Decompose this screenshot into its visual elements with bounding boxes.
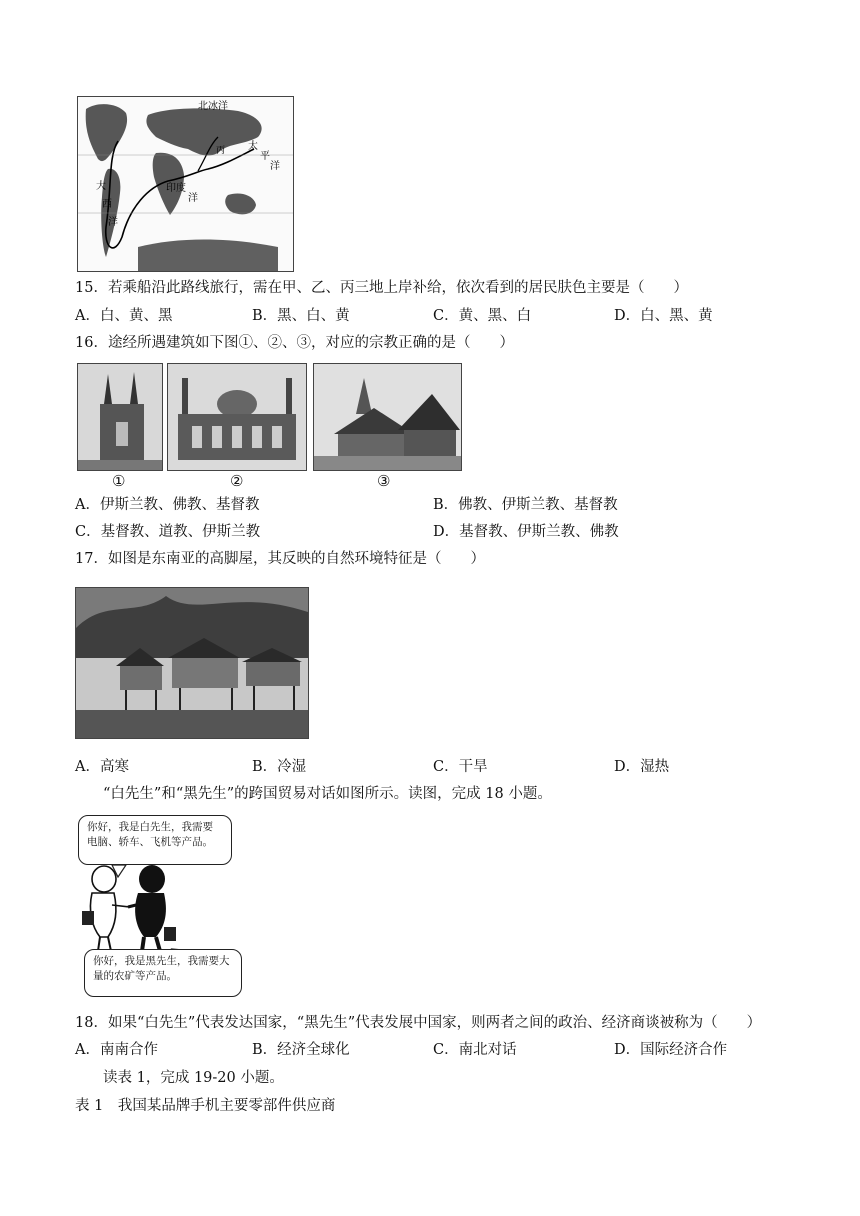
trade-comic	[78, 815, 250, 997]
map-label-arctic: 北冰洋	[198, 101, 228, 112]
q18-option-b[interactable]: B．经济全球化	[252, 1042, 350, 1058]
q18-option-c[interactable]: C．南北对话	[433, 1042, 517, 1058]
q18-option-a[interactable]: A．南南合作	[75, 1042, 158, 1058]
map-label-pacific-2: 平	[260, 151, 270, 162]
map-label-atlantic-3: 洋	[108, 217, 118, 228]
stilt-house-graphic	[76, 588, 308, 738]
q16-option-b[interactable]: B．佛教、伊斯兰教、基督教	[433, 497, 618, 513]
photo-label-3: ③	[377, 472, 391, 490]
map-label-pacific-3: 洋	[270, 161, 280, 172]
map-label-bing: 丙	[216, 146, 226, 156]
q15-option-c[interactable]: C．黄、黑、白	[433, 308, 532, 324]
q18-option-d[interactable]: D．国际经济合作	[614, 1042, 728, 1058]
q15-stem: 15．若乘船沿此路线旅行，需在甲、乙、丙三地上岸补给，依次看到的居民肤色主要是（ ）	[75, 280, 688, 296]
photo-mosque	[167, 363, 307, 471]
photo-temple	[313, 363, 462, 471]
q15-option-d[interactable]: D．白、黑、黄	[614, 308, 713, 324]
photo-church	[77, 363, 163, 471]
q17-option-d[interactable]: D．湿热	[614, 759, 670, 775]
temple-graphic	[314, 364, 461, 470]
q17-option-b[interactable]: B．冷湿	[252, 759, 307, 775]
mosque-graphic	[168, 364, 306, 470]
photo-label-2: ②	[230, 472, 244, 490]
world-map-figure	[77, 96, 294, 272]
black-speech-bubble	[84, 949, 242, 997]
table-1-caption: 表 1 我国某品牌手机主要零部件供应商	[75, 1098, 336, 1114]
q16-option-a[interactable]: A．伊斯兰教、佛教、基督教	[75, 497, 260, 513]
q16-stem: 16．途经所遇建筑如下图①、②、③，对应的宗教正确的是（ ）	[75, 335, 514, 351]
q16-option-d[interactable]: D．基督教、伊斯兰教、佛教	[433, 524, 619, 540]
q18-intro: “白先生”和“黑先生”的跨国贸易对话如图所示。读图，完成 18 小题。	[103, 786, 552, 802]
q16-option-c[interactable]: C．基督教、道教、伊斯兰教	[75, 524, 261, 540]
photo-stilt-houses	[75, 587, 309, 739]
church-graphic	[78, 364, 162, 470]
q18-stem: 18．如果“白先生”代表发达国家，“黑先生”代表发展中国家，则两者之间的政治、经济商谈被称为（ ）	[75, 1015, 762, 1031]
q17-option-c[interactable]: C．干旱	[433, 759, 488, 775]
black-speech-text: 你好，我是黑先生，我需要大量的农矿等产品。	[93, 955, 230, 982]
map-label-pacific-1: 太	[248, 141, 258, 152]
q17-stem: 17．如图是东南亚的高脚屋，其反映的自然环境特征是（ ）	[75, 551, 485, 567]
map-label-atlantic-1: 大	[96, 181, 106, 192]
q15-option-b[interactable]: B．黑、白、黄	[252, 308, 350, 324]
map-label-indian-1: 印度	[166, 183, 186, 194]
map-label-atlantic-2: 西	[102, 199, 112, 210]
q17-option-a[interactable]: A．高寒	[75, 759, 129, 775]
q19-20-intro: 读表 1，完成 19-20 小题。	[103, 1070, 284, 1086]
photo-label-1: ①	[112, 472, 126, 490]
map-label-indian-2: 洋	[188, 193, 198, 204]
world-map-graphic	[78, 97, 293, 271]
white-speech-text: 你好，我是白先生，我需要电脑、轿车、飞机等产品。	[87, 821, 213, 848]
q15-option-a[interactable]: A．白、黄、黑	[75, 308, 173, 324]
